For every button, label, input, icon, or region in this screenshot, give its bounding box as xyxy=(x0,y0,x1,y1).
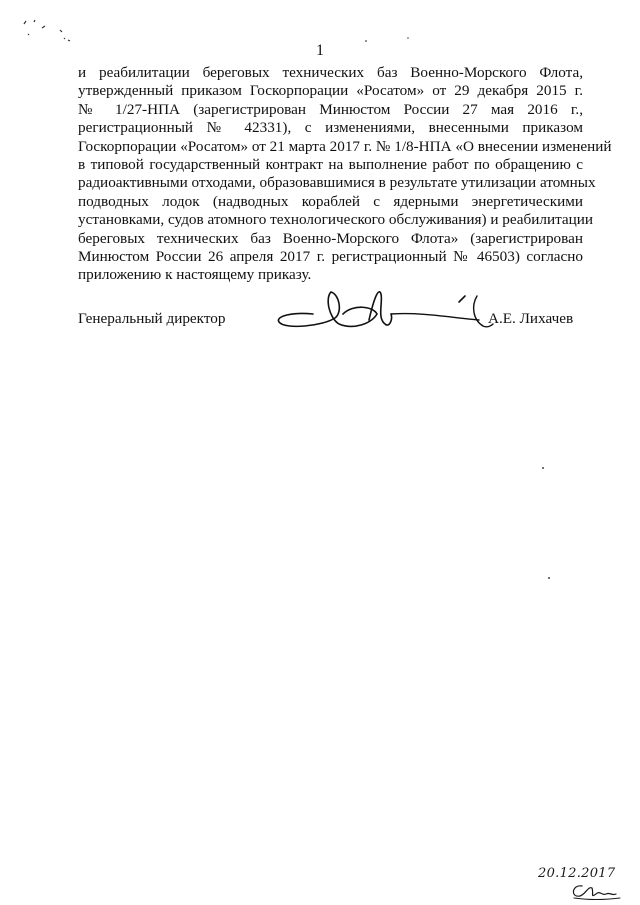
handwritten-date: 20.12.2017 xyxy=(538,866,616,881)
signatory-title: Генеральный директор xyxy=(78,310,226,327)
handwritten-signature xyxy=(273,284,498,336)
body-line: береговых технических баз Военно-Морского Флота» (зарегистрирован xyxy=(78,229,583,247)
body-line: подводных лодок (надводных кораблей с ядерными энергетическими xyxy=(78,192,583,210)
signatory-name: А.Е. Лихачев xyxy=(488,310,574,327)
body-line: № 1/27-НПА (зарегистрирован Минюстом России 27 мая 2016 г., xyxy=(78,100,583,118)
body-line: приложению к настоящему приказу. xyxy=(78,266,312,284)
body-line: утвержденный приказом Госкорпорации «Росатом» от 29 декабря 2015 г. xyxy=(78,82,583,100)
signature-block xyxy=(78,284,588,344)
body-line: Госкорпорации «Росатом» от 21 марта 2017 г. № 1/8-НПА «О внесении изменений xyxy=(78,137,612,155)
body-text xyxy=(78,64,612,285)
handwritten-initials xyxy=(568,880,623,902)
body-line: Минюстом России 26 апреля 2017 г. регистрационный № 46503) согласно xyxy=(78,248,583,266)
body-line: радиоактивными отходами, образовавшимися в результате утилизации атомных xyxy=(78,174,596,192)
body-line: в типовой государственный контракт на выполнение работ по обращению с xyxy=(78,156,583,174)
body-line: и реабилитации береговых технических баз Военно-Морского Флота, xyxy=(78,64,583,81)
scan-speck xyxy=(542,467,544,469)
scan-speck xyxy=(548,577,550,579)
body-line: регистрационный № 42331), с изменениями, внесенными приказом xyxy=(78,119,583,137)
page-number: 1 xyxy=(316,42,324,59)
body-line: установками, судов атомного технологического обслуживания) и реабилитации xyxy=(78,211,594,229)
